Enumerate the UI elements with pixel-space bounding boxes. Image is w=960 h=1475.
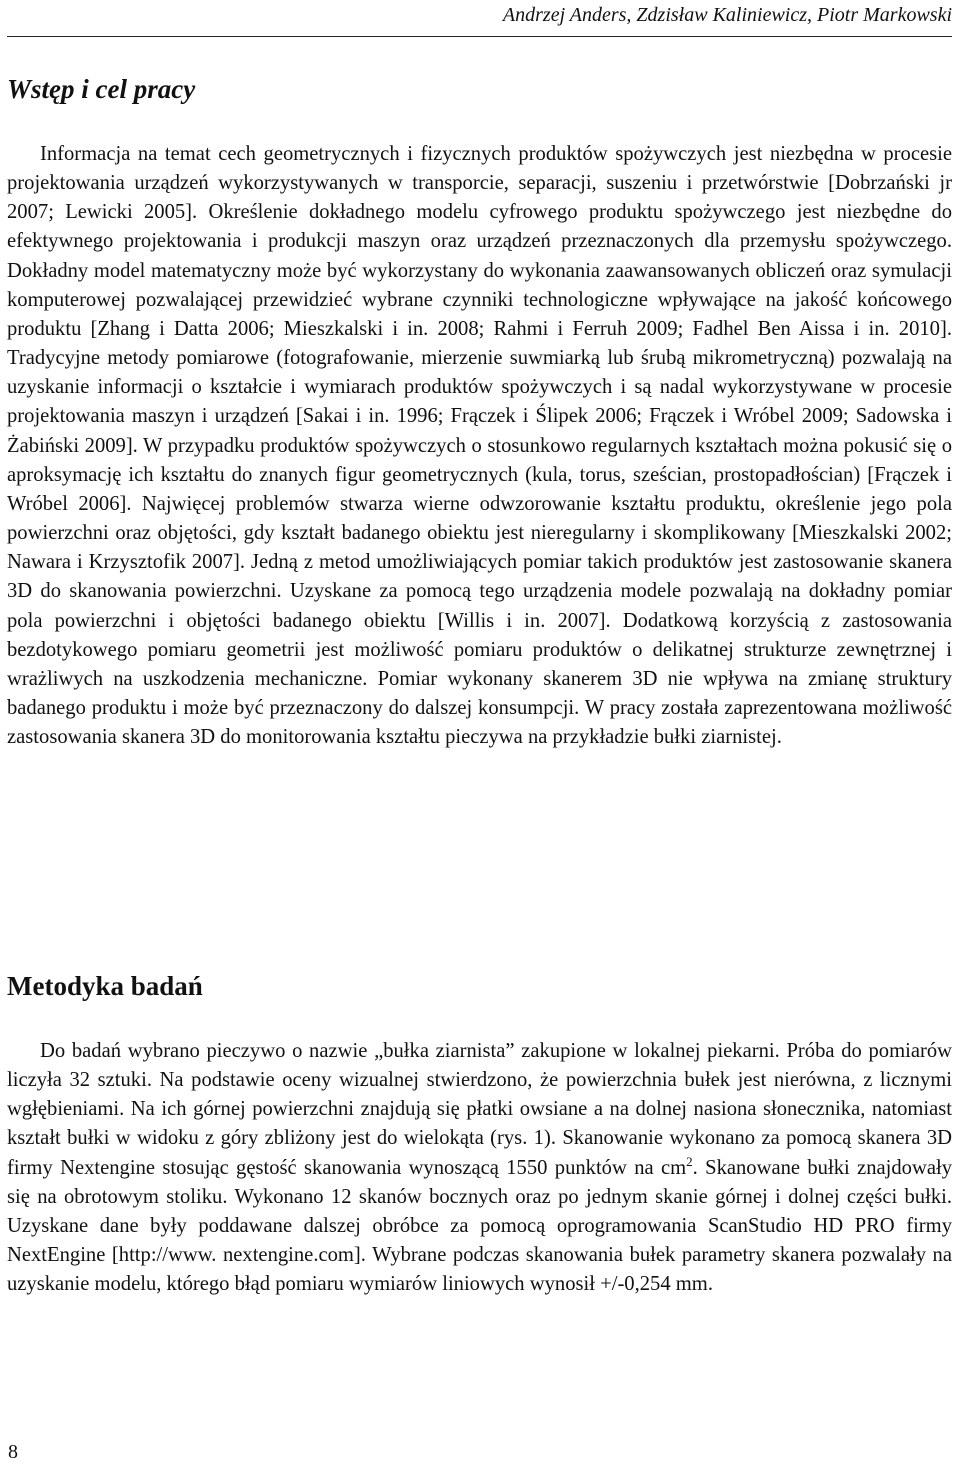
page-number: 8 bbox=[8, 1441, 18, 1463]
section-heading-methodology: Metodyka badań bbox=[7, 971, 203, 1001]
paragraph-methodology-part-1: Do badań wybrano pieczywo o nazwie „bułka ziarnista” zakupione w lokalnej piekarni. Próba do pomiarów liczyła 32 sztuki. Na podstawie oceny wizualnej stwierdzono, że powierzchnia bułek jest nierówna, z licznymi wgłębieniami. Na ich górnej powierzchni znajdują się płatki owsiane a na dolnej nasiona słonecznika, natomiast kształt bułki w widoku z góry zbliżony jest do wielokąta (rys. 1). Skanowanie wykonano za pomocą skanera 3D firmy Nextengine stosując gęstość skanowania wynoszącą 1550 punktów na cm bbox=[7, 1040, 952, 1179]
running-header-authors: Andrzej Anders, Zdzisław Kaliniewicz, Piotr Markowski bbox=[502, 4, 952, 26]
section-heading-introduction: Wstęp i cel pracy bbox=[7, 74, 196, 104]
header-rule bbox=[7, 36, 952, 37]
paragraph-methodology bbox=[7, 1037, 952, 1299]
paragraph-methodology-part-2: . Skanowane bułki znajdowały się na obrotowym stoliku. Wykonano 12 skanów bocznych oraz po jednym skanie górnej i dolnej części bułki. Uzyskane dane były poddawane dalszej obróbce za pomocą oprogramowania ScanStudio HD PRO firmy NextEngine [http://www. nextengine.com]. Wybrane podczas skanowania bułek parametry skanera pozwalały na uzyskanie modelu, którego błąd pomiaru wymiarów liniowych wynosił +/-0,254 mm. bbox=[7, 1156, 952, 1296]
paragraph-introduction: Informacja na temat cech geometrycznych i fizycznych produktów spożywczych jest niezbędna w procesie projektowania urządzeń wykorzystywanych w transporcie, separacji, suszeniu i przetwórstwie [Dobrzański jr 2007; Lewicki 2005]. Określenie dokładnego modelu cyfrowego produktu spożywczego jest niezbędne do efektywnego projektowania i produkcji maszyn oraz urządzeń przeznaczonych dla przemysłu spożywczego. Dokładny model matematyczny może być wykorzystany do wykonania zaawansowanych obliczeń oraz symulacji komputerowej pozwalającej przewidzieć wybrane czynniki technologiczne wpływające na jakość końcowego produktu [Zhang i Datta 2006; Mieszkalski i in. 2008; Rahmi i Ferruh 2009; Fadhel Ben Aissa i in. 2010]. Tradycyjne metody pomiarowe (fotografowanie, mierzenie suwmiarką lub śrubą mikrometryczną) pozwalają na uzyskanie informacji o kształcie i wymiarach produktów spożywczych i są nadal wykorzystywane w procesie projektowania maszyn i urządzeń [Sakai i in. 1996; Frączek i Ślipek 2006; Frączek i Wróbel 2009; Sadowska i Żabiński 2009]. W przypadku produktów spożywczych o stosunkowo regularnych kształtach można pokusić się o aproksymację ich kształtu do znanych figur geometrycznych (kula, torus, sześcian, prostopadłościan) [Frączek i Wróbel 2006]. Najwięcej problemów stwarza wierne odwzorowanie kształtu produktu, określenie jego pola powierzchni oraz objętości, gdy kształt badanego obiektu jest nieregularny i skomplikowany [Mieszkalski 2002; Nawara i Krzysztofik 2007]. Jedną z metod umożliwiających pomiar takich produktów jest zastosowanie skanera 3D do skanowania powierzchni. Uzyskane za pomocą tego urządzenia modele pozwalają na dokładny pomiar pola powierzchni i objętości badanego obiektu [Willis i in. 2007]. Dodatkową korzyścią z zastosowania bezdotykowego pomiaru geometrii jest możliwość pomiaru produktów o delikatnej strukturze zewnętrznej i wrażliwych na uszkodzenia mechaniczne. Pomiar wykonany skanerem 3D nie wpływa na zmianę struktury badanego produktu i może być przeznaczony do dalszej konsumpcji. W pracy została zaprezentowana możliwość zastosowania skanera 3D do monitorowania kształtu pieczywa na przykładzie bułki ziarnistej. bbox=[7, 143, 952, 749]
superscript-exponent: 2 bbox=[686, 1153, 693, 1169]
